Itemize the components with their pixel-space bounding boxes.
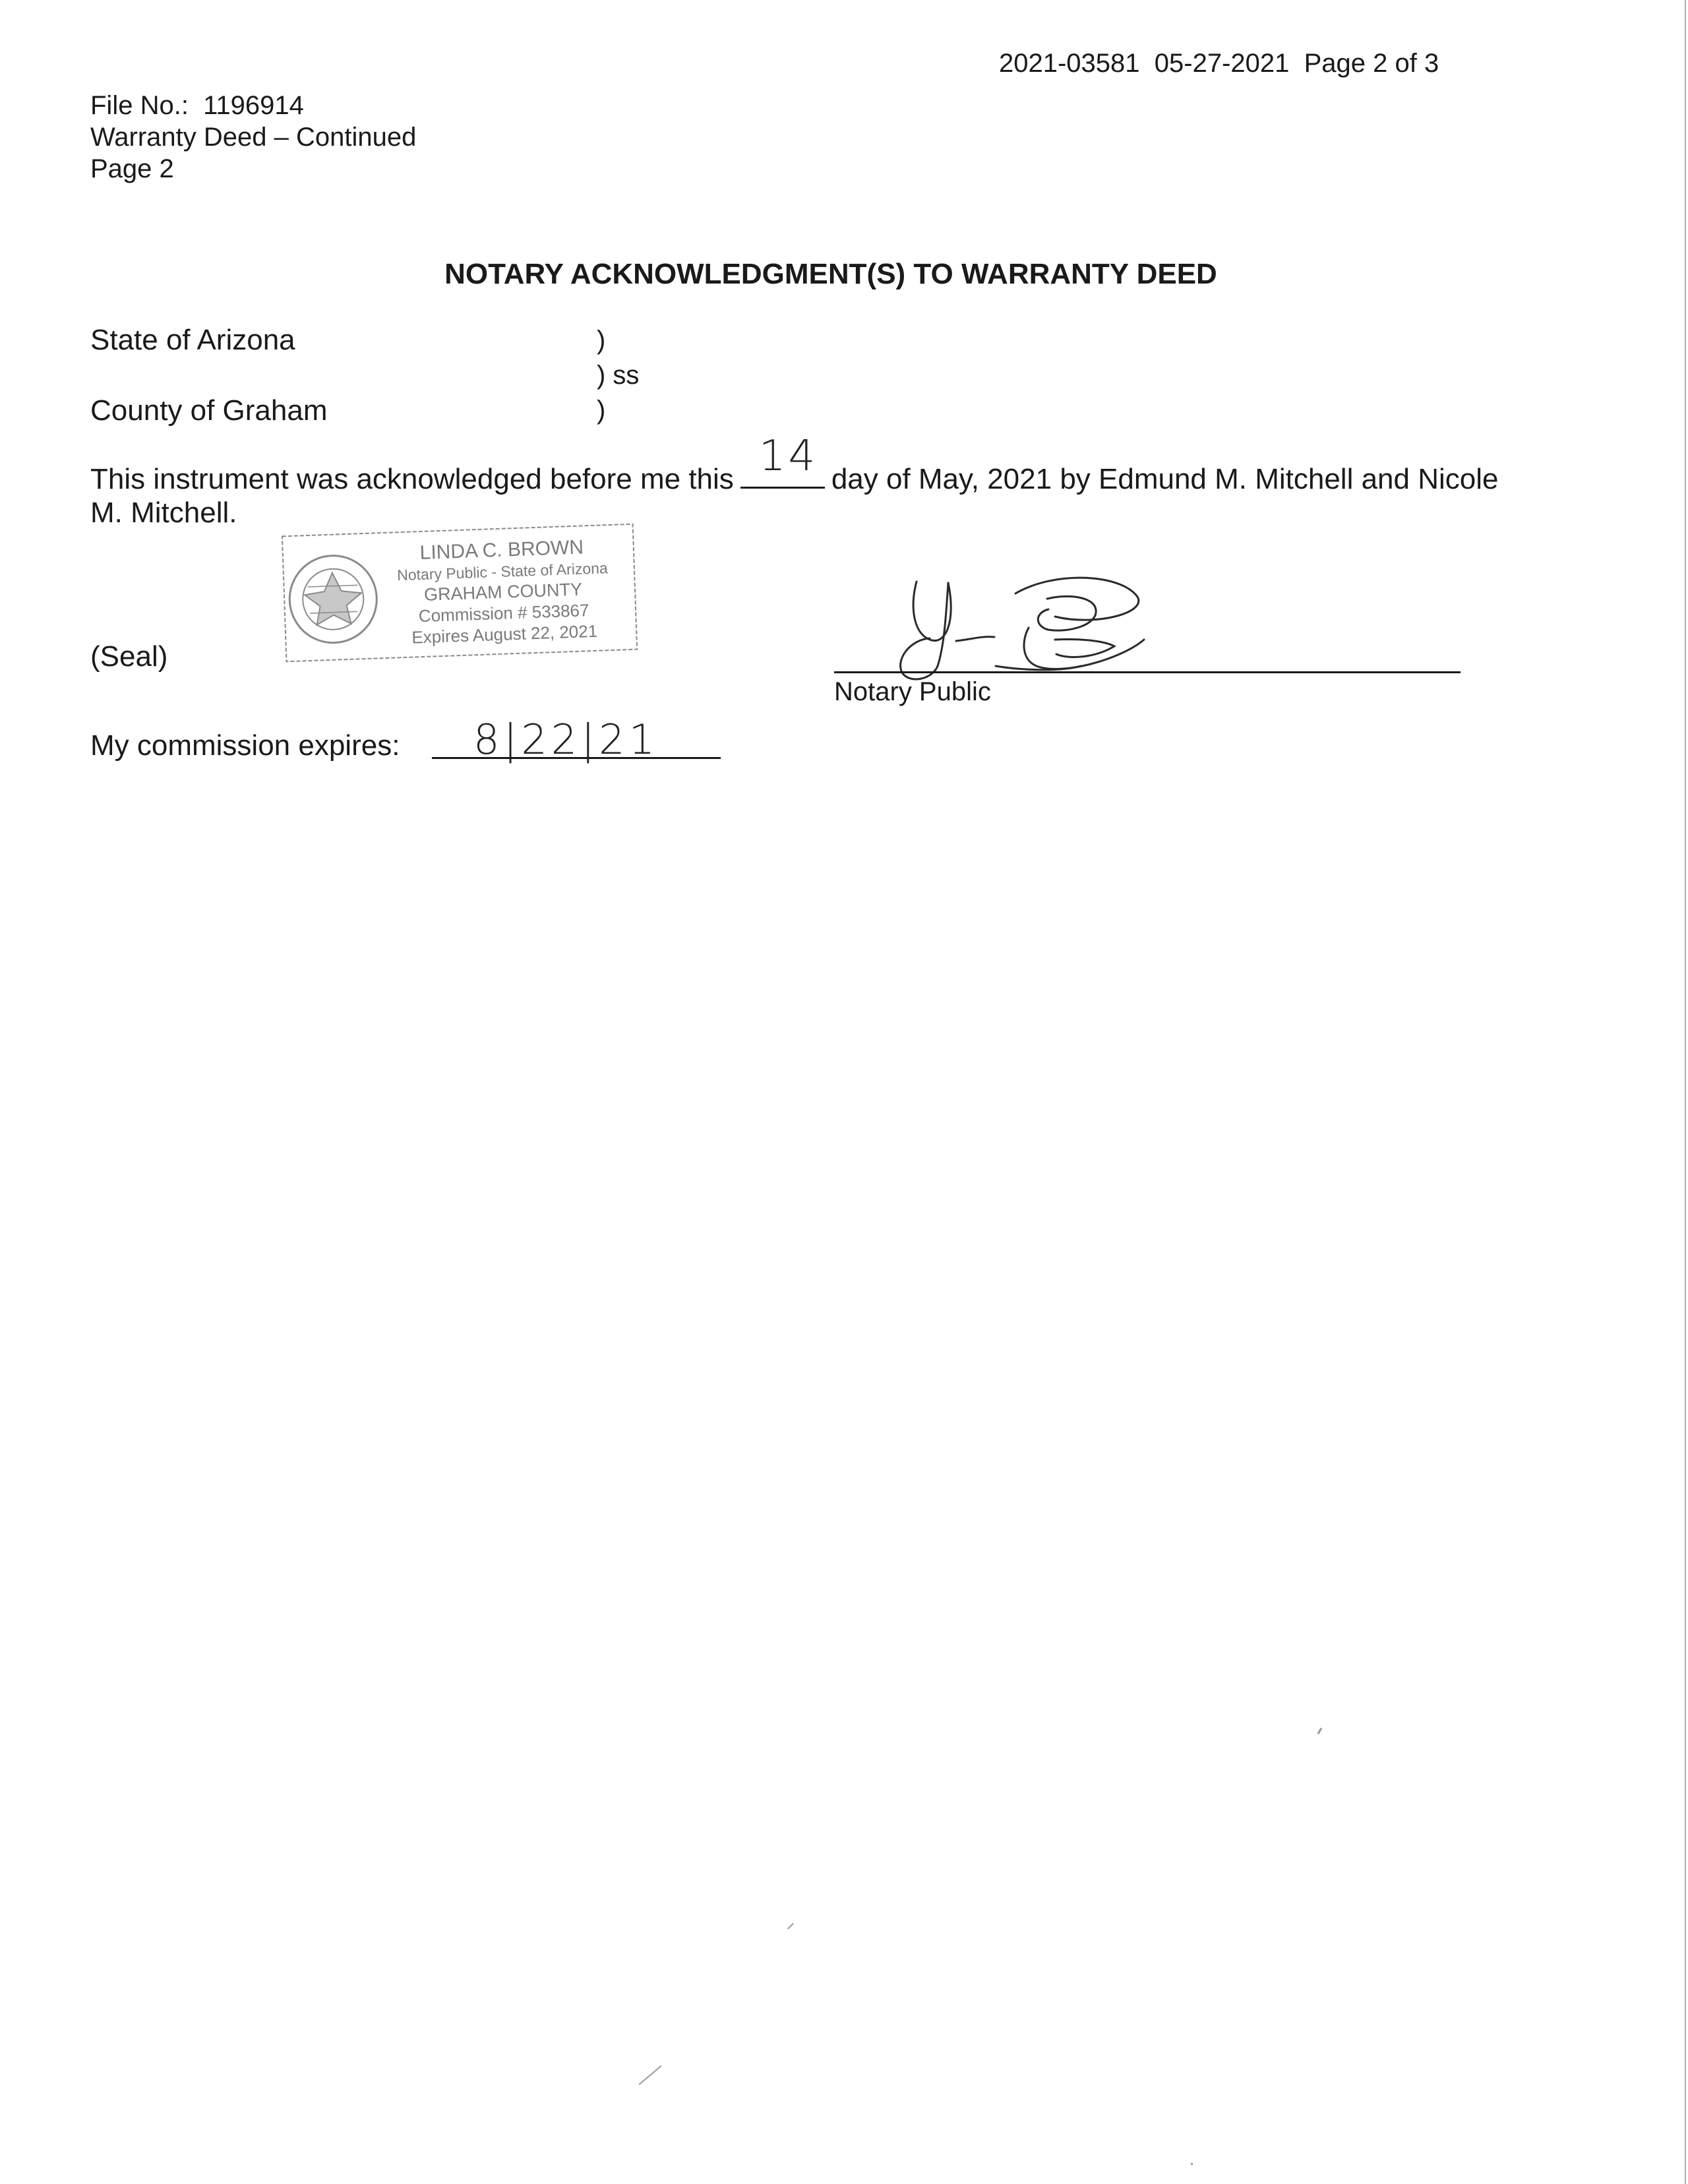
venue-county: County of Graham bbox=[90, 394, 328, 427]
bracket-ss: ) ss bbox=[597, 361, 640, 390]
stamp-line-3: Commission # 533867 bbox=[418, 600, 589, 626]
page-title: NOTARY ACKNOWLEDGMENT(S) TO WARRANTY DEED bbox=[444, 258, 1217, 290]
acknowledgment-line bbox=[90, 432, 1499, 497]
bracket-bottom: ) bbox=[597, 396, 606, 425]
file-number: File No.: 1196914 bbox=[90, 91, 304, 120]
page-number: Page 2 bbox=[90, 154, 174, 183]
day-handwritten: 14 bbox=[758, 432, 818, 481]
venue-brackets bbox=[597, 323, 639, 428]
stamp-line-2: GRAHAM COUNTY bbox=[423, 579, 583, 605]
stamp-line-1: Notary Public - State of Arizona bbox=[396, 559, 609, 584]
recording-info: 2021-03581 05-27-2021 Page 2 of 3 bbox=[999, 49, 1439, 78]
stamp-line-4: Expires August 22, 2021 bbox=[411, 621, 598, 648]
acknowledgment-continuation: M. Mitchell. bbox=[90, 497, 237, 529]
day-blank bbox=[740, 432, 825, 489]
scan-speck bbox=[787, 1923, 794, 1929]
acknowledgment-text-after: day of May, 2021 by Edmund M. Mitchell and Nicole bbox=[831, 463, 1499, 495]
stamp-text-block bbox=[276, 515, 642, 670]
seal-label: (Seal) bbox=[90, 640, 168, 673]
file-info-block bbox=[90, 90, 416, 185]
commission-date-line bbox=[432, 757, 721, 759]
scan-speck bbox=[639, 2065, 662, 2085]
scan-edge bbox=[1685, 0, 1686, 2184]
stamp-name: LINDA C. BROWN bbox=[419, 536, 584, 564]
commission-expires-label: My commission expires: bbox=[90, 729, 400, 762]
signature-graphic bbox=[884, 567, 1187, 686]
acknowledgment-text-before: This instrument was acknowledged before me this bbox=[90, 463, 734, 495]
document-type: Warranty Deed – Continued bbox=[90, 123, 417, 152]
scan-speck bbox=[1191, 2163, 1193, 2165]
notary-stamp bbox=[279, 521, 640, 663]
signature-line bbox=[834, 671, 1461, 673]
bracket-top: ) bbox=[597, 326, 606, 355]
scan-speck bbox=[1317, 1728, 1323, 1734]
notary-public-label: Notary Public bbox=[834, 677, 991, 706]
commission-date-handwritten: 8|22|21 bbox=[473, 715, 659, 764]
venue-state: State of Arizona bbox=[90, 324, 295, 356]
